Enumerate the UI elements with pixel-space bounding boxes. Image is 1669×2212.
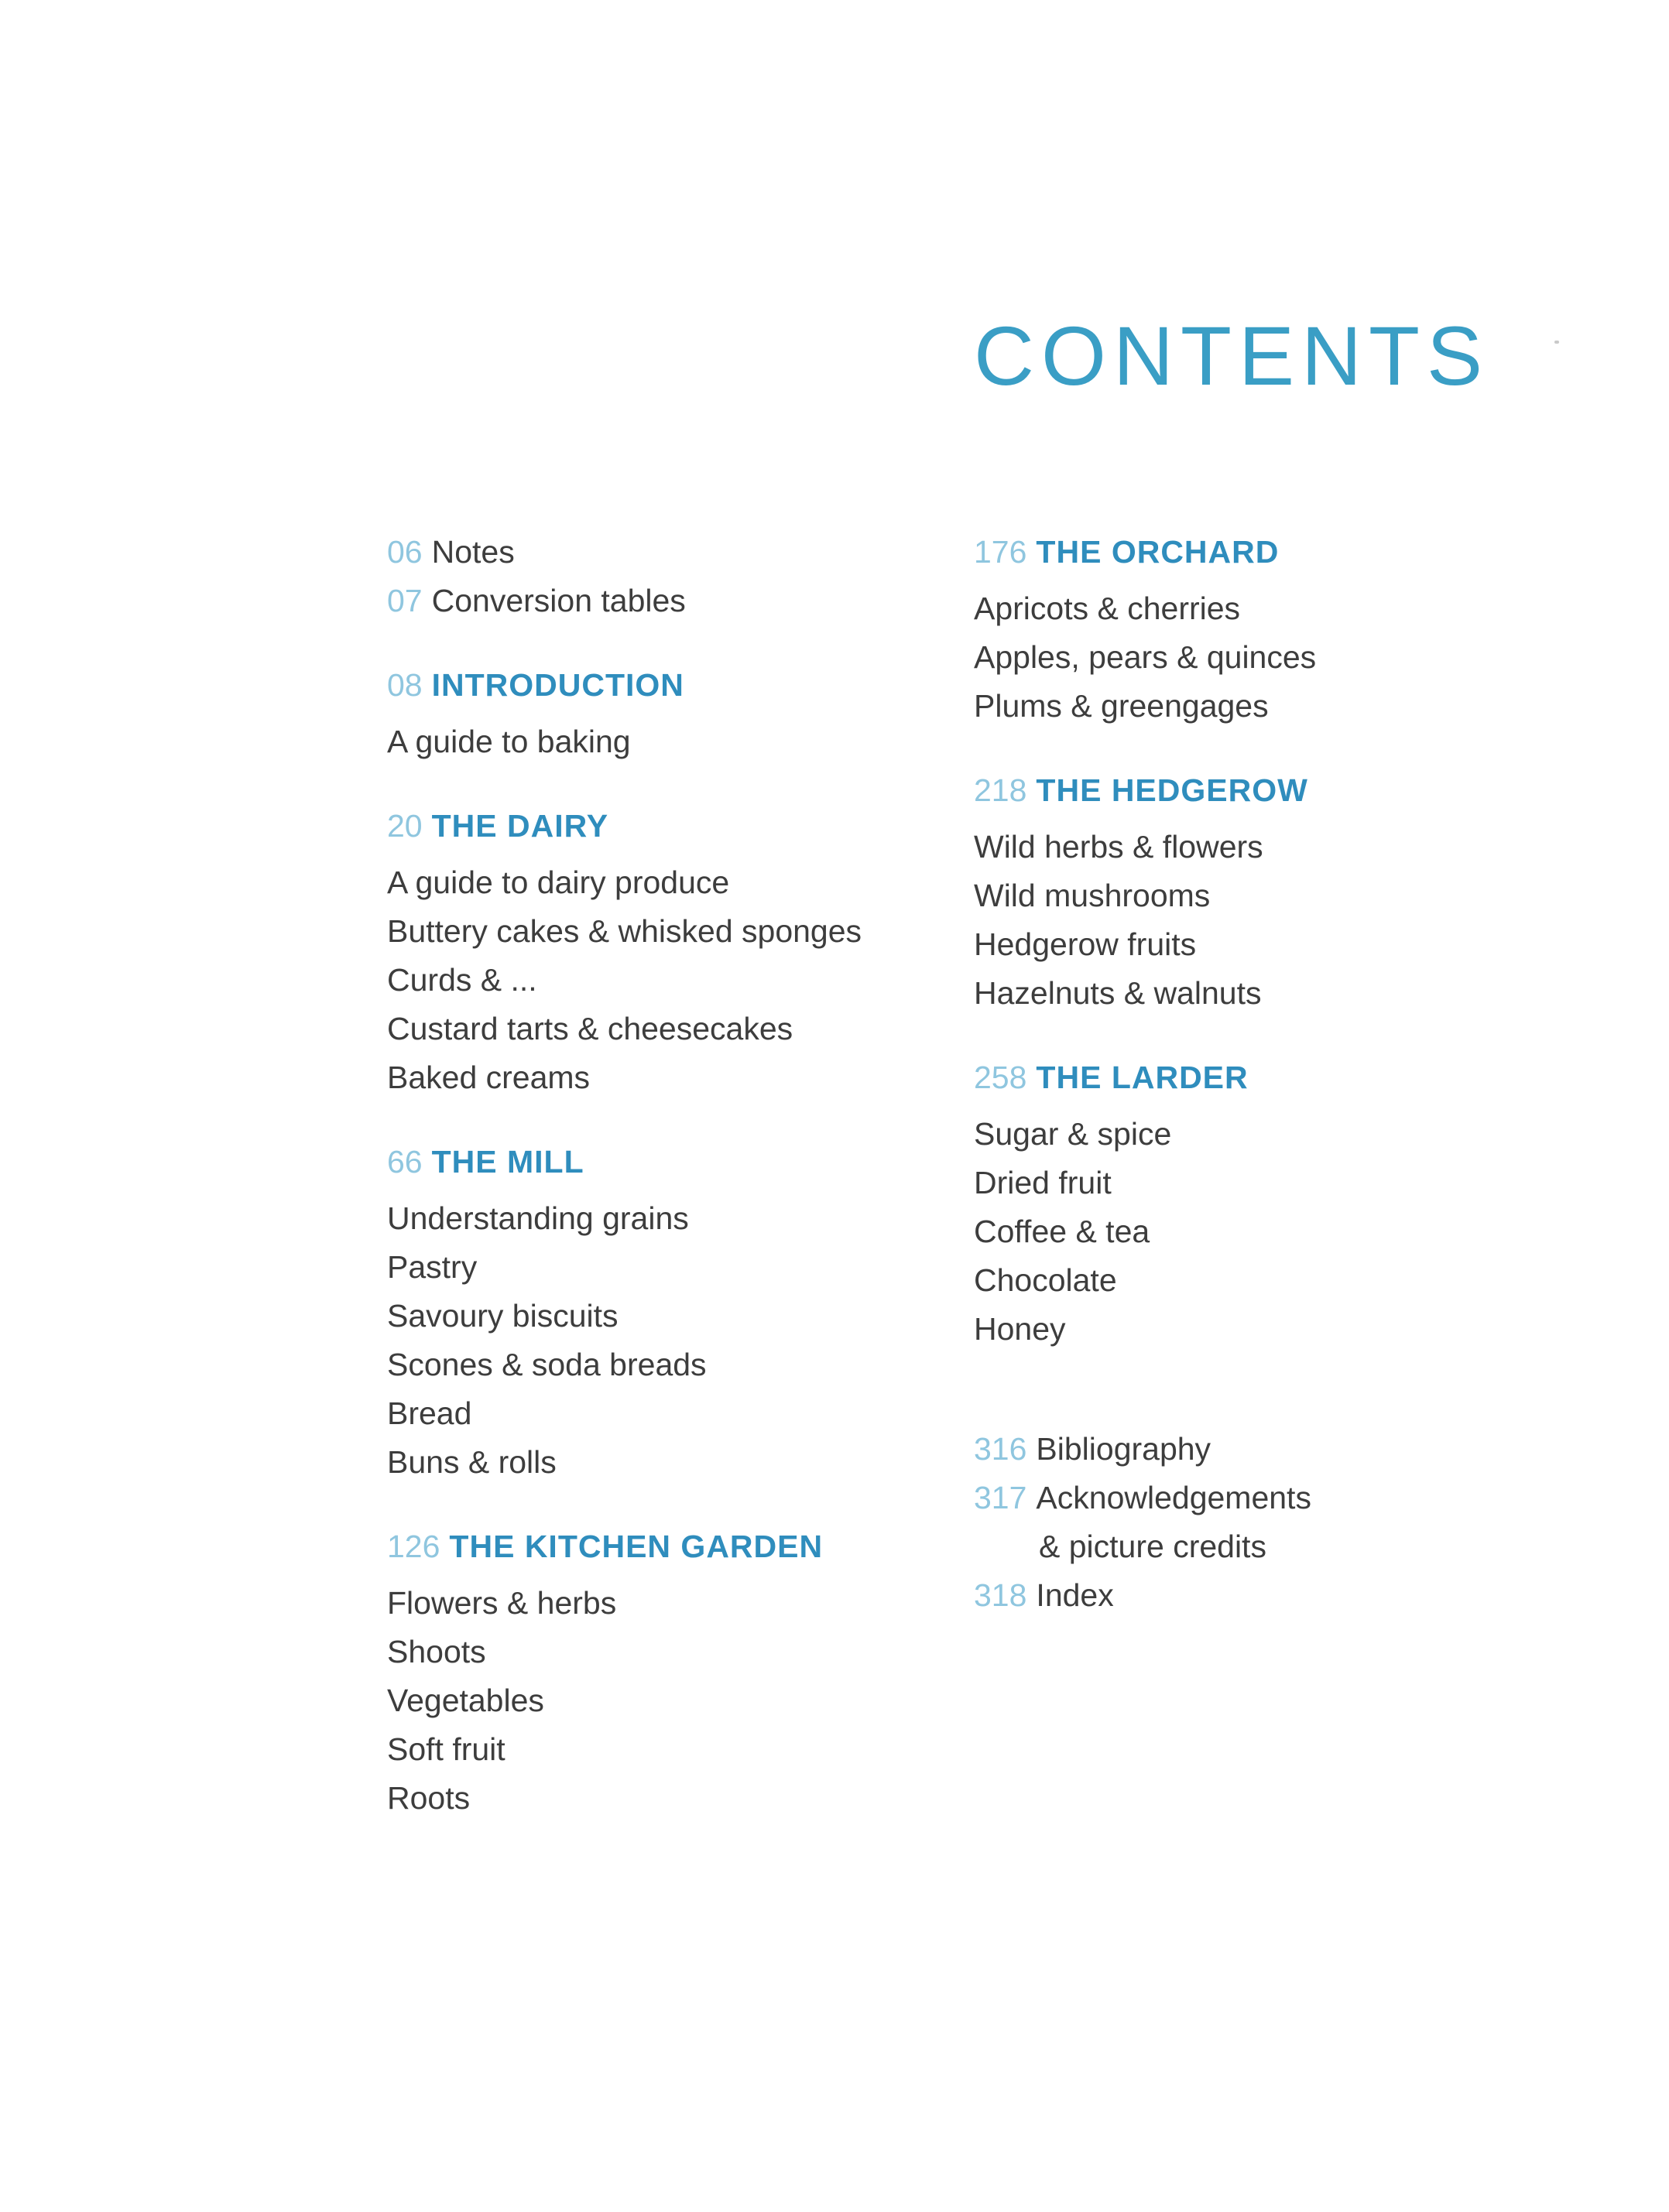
toc-item[interactable]: Honey	[974, 1311, 1066, 1347]
toc-item[interactable]: Roots	[387, 1780, 471, 1816]
toc-entry-notes[interactable]	[387, 528, 975, 577]
toc-item[interactable]: Apples, pears & quinces	[974, 639, 1317, 675]
contents-right-column	[974, 528, 1562, 1656]
section-page-number: 20	[387, 808, 423, 844]
section-the-orchard	[974, 528, 1562, 731]
section-page-number: 218	[974, 772, 1027, 808]
page-number: 317	[974, 1480, 1027, 1515]
toc-item[interactable]: Soft fruit	[387, 1731, 505, 1767]
section-title: INTRODUCTION	[431, 667, 684, 703]
toc-entry-bibliography[interactable]	[974, 1425, 1562, 1474]
page-number: 06	[387, 534, 423, 570]
section-page-number: 66	[387, 1144, 423, 1180]
section-the-mill	[387, 1138, 975, 1487]
page-number: 316	[974, 1431, 1027, 1467]
section-page-number: 126	[387, 1529, 440, 1564]
toc-item[interactable]: Wild mushrooms	[974, 878, 1211, 913]
entry-label: Bibliography	[1036, 1431, 1211, 1467]
toc-item[interactable]: Flowers & herbs	[387, 1585, 617, 1621]
section-heading[interactable]	[974, 1053, 1562, 1102]
section-title: THE ORCHARD	[1036, 534, 1280, 570]
toc-item[interactable]: Curds & ...	[387, 962, 537, 998]
section-title: THE HEDGEROW	[1036, 772, 1308, 808]
toc-item[interactable]: Baked creams	[387, 1060, 591, 1095]
scan-speck	[1554, 341, 1559, 344]
front-matter	[387, 528, 975, 625]
section-the-dairy	[387, 802, 975, 1102]
section-heading[interactable]	[974, 528, 1562, 577]
section-title: THE KITCHEN GARDEN	[449, 1529, 824, 1564]
page-number: 318	[974, 1577, 1027, 1613]
toc-entry-index[interactable]	[974, 1571, 1562, 1620]
toc-item[interactable]: Hazelnuts & walnuts	[974, 975, 1262, 1011]
toc-item[interactable]: Bread	[387, 1395, 472, 1431]
toc-item[interactable]: Understanding grains	[387, 1200, 689, 1236]
section-heading[interactable]	[387, 1138, 975, 1186]
entry-continuation: & picture credits	[1039, 1529, 1266, 1564]
section-heading[interactable]	[387, 802, 975, 851]
toc-item[interactable]: Plums & greengages	[974, 688, 1269, 724]
section-page-number: 176	[974, 534, 1027, 570]
toc-item[interactable]: A guide to dairy produce	[387, 865, 730, 900]
section-title: THE LARDER	[1036, 1060, 1249, 1095]
toc-item[interactable]: Savoury biscuits	[387, 1298, 619, 1334]
toc-entry-conversion-tables[interactable]	[387, 577, 975, 625]
section-the-kitchen-garden	[387, 1522, 975, 1823]
toc-entry-acknowledgements[interactable]	[974, 1474, 1562, 1522]
section-title: THE MILL	[431, 1144, 584, 1180]
section-the-larder	[974, 1053, 1562, 1354]
toc-item[interactable]: Sugar & spice	[974, 1116, 1172, 1152]
toc-item[interactable]: Pastry	[387, 1249, 478, 1285]
toc-item[interactable]: Custard tarts & cheesecakes	[387, 1011, 793, 1046]
toc-item[interactable]: Chocolate	[974, 1262, 1117, 1298]
entry-label: Acknowledgements	[1036, 1480, 1311, 1515]
section-heading[interactable]	[387, 1522, 975, 1571]
entry-label: Conversion tables	[431, 583, 686, 618]
section-the-hedgerow	[974, 766, 1562, 1018]
section-introduction	[387, 661, 975, 766]
toc-item[interactable]: Apricots & cherries	[974, 591, 1241, 626]
page-title: CONTENTS	[974, 309, 1489, 402]
toc-item[interactable]: Wild herbs & flowers	[974, 829, 1263, 865]
toc-item[interactable]: Buttery cakes & whisked sponges	[387, 913, 862, 949]
contents-left-column	[387, 528, 975, 1858]
section-title: THE DAIRY	[431, 808, 609, 844]
entry-label: Index	[1036, 1577, 1114, 1613]
back-matter	[974, 1425, 1562, 1620]
toc-item[interactable]: Coffee & tea	[974, 1214, 1150, 1249]
toc-item[interactable]: Shoots	[387, 1634, 486, 1669]
section-page-number: 258	[974, 1060, 1027, 1095]
entry-label: Notes	[431, 534, 515, 570]
toc-item[interactable]: Dried fruit	[974, 1165, 1112, 1200]
toc-item[interactable]: Buns & rolls	[387, 1444, 557, 1480]
section-heading[interactable]	[974, 766, 1562, 815]
toc-item[interactable]: Hedgerow fruits	[974, 926, 1197, 962]
page-number: 07	[387, 583, 423, 618]
toc-item[interactable]: Scones & soda breads	[387, 1347, 707, 1382]
spacer	[974, 1389, 1562, 1425]
toc-item[interactable]: Vegetables	[387, 1683, 544, 1718]
toc-item[interactable]: A guide to baking	[387, 724, 631, 759]
section-heading[interactable]	[387, 661, 975, 710]
section-page-number: 08	[387, 667, 423, 703]
